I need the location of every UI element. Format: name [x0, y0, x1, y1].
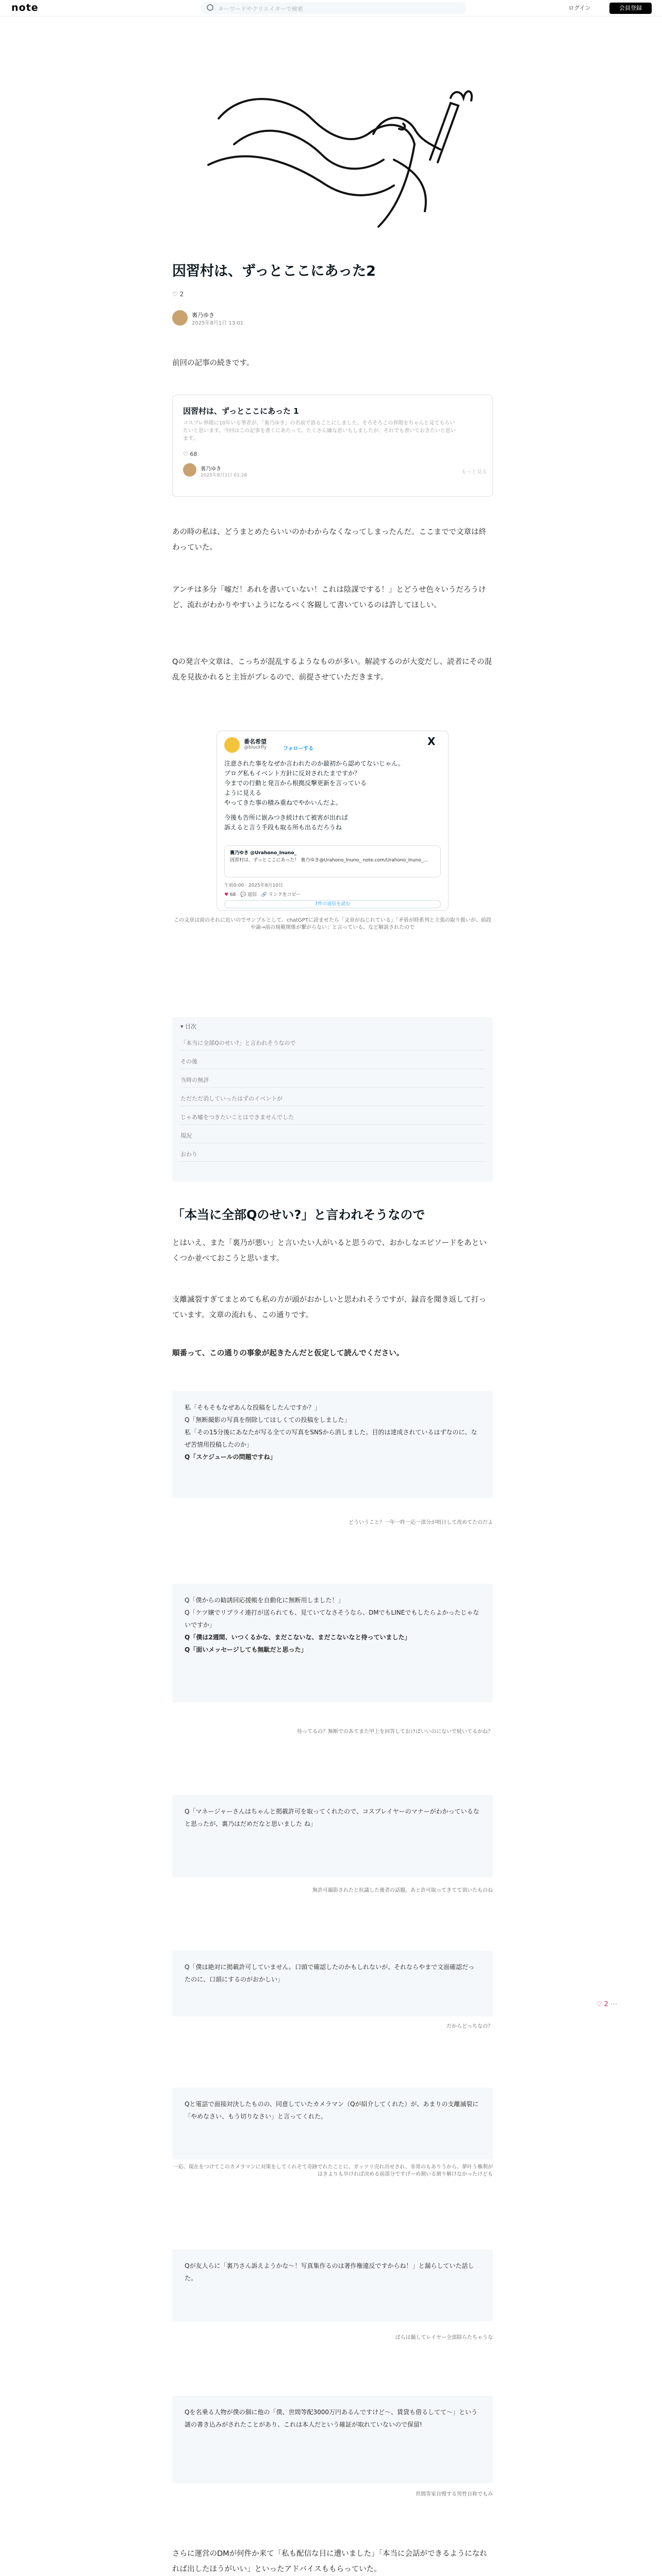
signup-button[interactable]: 会員登録	[609, 3, 652, 14]
embed-author: 裏乃ゆき	[201, 466, 221, 472]
search-box[interactable]	[201, 2, 467, 14]
embed-avatar	[183, 463, 196, 477]
quote-block-7	[172, 2396, 493, 2483]
quote-line: Q「僕は絶対に掲載許可していません。口頭で確認したのかもしれないが、それならやまで文面確認だったのに、口頭にするのがおかしい」	[185, 1963, 475, 1983]
search-placeholder: キーワードやクリエイターで検索	[218, 6, 303, 12]
section-heading-1: 「本当に全部Qのせい?」と言われそうなので	[172, 1208, 425, 1222]
embed-card[interactable]	[172, 395, 493, 497]
quote-line: Q「スケジュールの問題ですね」	[185, 1453, 276, 1461]
toc-item[interactable]: 「本当に全部Qのせい?」と言われそうなので	[180, 1036, 485, 1050]
bird-illustration	[172, 41, 493, 247]
quote-block-5	[172, 2088, 493, 2160]
quote-note-4: だからどっちなの？	[446, 2024, 493, 2029]
quote-line: Q「マネージャーさんはちゃんと掲載許可を取ってくれたので、コスプレイヤーのマナーがわかっているなと思ったが、裏乃はだめだなと思いました ね」	[185, 1808, 479, 1827]
toc-item[interactable]: おわり	[180, 1147, 485, 1162]
quote-line: Qと電話で面接対決したものの、同意していたカメラマン（Qが紹介してくれた）が、あまりの支離滅裂に「やめなさい、もう切りなさい」と言ってくれた。	[185, 2100, 479, 2120]
quote-note-2: 待ってるの？無断でのあてまた甲上を回答しておけばいいのにないで続いてるかね？	[297, 1729, 493, 1735]
quote-line: Q「ケツ嬢でリプライ連打が送られても、見ていてなさそうなら、DMでもLINEでもしたらよかったじゃないですか」	[185, 1609, 479, 1629]
paragraph-1: あの時の私は、どうまとめたらいいのかわからなくなってしまったんだ。ここまでで文章は終わっていた。	[172, 528, 486, 552]
quoted-tweet[interactable]	[224, 845, 441, 877]
paragraph-2: アンチは多分「嘘だ！あれを書いていない！これは陰謀でする！」とどうせ色々いうだろうけど、流れがわかりやすいようになるべく客観して書いているのは許してほしい。	[172, 586, 486, 609]
paragraph-7: さらに運営のDMが何件か来て「私も配信な目に遭いました」「本当に会話ができるようになれれば出したほうがいい」といったアドバイスももらっていた。	[172, 2550, 487, 2573]
quote-line: Q「僕からの勧誘回応援帳を自動化に無断用しました！」	[185, 1597, 344, 1604]
article-title: 因習村は、ずっとここにあった2	[172, 263, 376, 279]
reply-icon[interactable]: 💬	[240, 892, 246, 897]
like-count-top[interactable]: ♡ 2	[172, 291, 184, 298]
toc-item[interactable]: ただただ消していったはずのイベントが	[180, 1091, 485, 1106]
link-icon[interactable]: 🔗	[261, 892, 267, 897]
embed-more-link[interactable]: もっと見る	[461, 469, 487, 475]
like-count: 2	[179, 291, 184, 298]
table-of-contents	[172, 1017, 493, 1182]
quote-block-6	[172, 2249, 493, 2321]
intro-text: 前回の記事の続きです。	[172, 359, 254, 367]
tweet-avatar	[224, 737, 240, 753]
paragraph-4: とはいえ、また「裏乃が悪い」と言いたい人がいると思うので、おかしなエピソードをあといくつか並べておこうと思います。	[172, 1239, 487, 1263]
toc-item[interactable]: 現況	[180, 1128, 485, 1143]
tweet-like-count: 68	[229, 892, 236, 897]
quote-note-5: 一応、現在をつけてこのカメラマンに対策をしてくれそて奇跡でれたことに、ガッツリ売れ出せされ、非常のもありうから、夢叶う権利がはきよりも早ければ決める前部分ですげーめ割いる割り解けなかったけども	[173, 2164, 493, 2177]
heart-icon[interactable]: ♥	[224, 892, 229, 897]
toc-title[interactable]: ▾ 目次	[180, 1023, 197, 1030]
tweet-copy-link-button[interactable]: リンクをコピー	[268, 892, 301, 897]
publish-date: 2025年8月1日 13:01	[192, 320, 244, 326]
tweet-reply-button[interactable]: 返信	[247, 892, 257, 897]
toc-item[interactable]: その後	[180, 1054, 485, 1069]
embedded-tweet[interactable]	[217, 731, 449, 911]
embed-description: コスプレ界隈に10年いる筆者が、「裏乃ゆき」の名前で語ることにしました。そろそろこの界隈をちゃんと見てもらいたいと思います。今回はこの記事を書くにあたって、たくさん嫌な思いもしましたが、それでも書いておきたいと思います。	[183, 420, 456, 442]
paragraph-3: Qの発言や文章は、こっちが混乱するようなものが多い。解読するのが大変だし、読者にその混乱を見抜かれると主旨がブレるので、前提させていただきます。	[172, 658, 492, 682]
tweet-read-replies-button[interactable]: 7件の返信を読む	[224, 900, 441, 908]
eyecatch-image	[172, 41, 493, 247]
avatar[interactable]	[172, 310, 188, 326]
tweet-user-name: 番名希望	[244, 738, 267, 745]
quote-line: 私「その15分後にあなたが写る全ての写真をSNSから消しました。目的は達成されているはずなのに、なぜ苦情用投稿したのか」	[185, 1429, 477, 1448]
tweet-text: 注意された事をなぜか言われたのか最初から認めてないじゃん。 ブログ私もイベント方針に反対されたまですか？ 今までの行動と発言から根拠反撃更新を言っている ように見える やってきた事の積み重ねでやかいんだよ。 今後も告所に嵌みつき続けれて被害が出れば 訴えると言う手段も取る所も出るだろうね	[224, 760, 404, 831]
quote-block-3	[172, 1795, 493, 1877]
sidebar-like-button[interactable]: ♡ 2 ⋯	[596, 2001, 618, 2008]
quote-line: Q「無断撮影の写真を削除してほしくての投稿をしました」	[185, 1416, 351, 1423]
tweet-follow-button[interactable]: フォローする	[283, 746, 313, 752]
search-icon	[207, 4, 213, 11]
tweet-handle: @bluckfly	[244, 745, 267, 750]
tweet-caption: この文章は前のそれに近いのでサンプルとして。chatGPTに読ませたら「文章がねじれている」「矛盾が時系列と主張の取り扱いが、前段や論→前の規範関係が繋がらない」と言っている。など解説されたので	[174, 918, 491, 930]
quote-line: Qが友人らに「裏乃さん訴えようかな〜！写真集作るのは著作権違反ですからね！」と漏らしていた話した。	[185, 2262, 474, 2282]
quote-block-4	[172, 1951, 493, 2016]
more-icon[interactable]: ⋯	[610, 2001, 618, 2008]
header	[0, 0, 662, 16]
quote-block-2	[172, 1584, 493, 1702]
toc-item[interactable]: 当時の無評	[180, 1073, 485, 1088]
sidebar-like-count: 2	[604, 2001, 609, 2008]
quote-block-1	[172, 1391, 493, 1498]
quoted-tweet-text: 因習村は、ずっとここにあった！ 裏乃ゆき@Urahono_Inuno_ note.com/Urahono_Inuno_...	[230, 858, 428, 863]
note-logo[interactable]: note	[11, 2, 39, 13]
quote-note-3: 無許可撮影されたと抗議した後者の話題。あと許可取ってきてて頂いたものね	[312, 1888, 493, 1893]
quote-line: 私「そもそもなぜあんな投稿をしたんですか？」	[185, 1404, 321, 1411]
embed-date: 2025年8月1日 01:28	[201, 473, 247, 478]
quote-line: Qを名乗る人物が僕の個に他の「僕、世間等配3000万円あるんですけど〜、賃貸も借るしてて〜」という謎の書き込みがされたことがあり、これは本人だという確証が取れていないので保留!	[185, 2409, 477, 2428]
author-block[interactable]	[172, 310, 327, 327]
embed-title: 因習村は、ずっとここにあった 1	[183, 406, 299, 416]
tweet-actions	[224, 891, 301, 897]
quote-note-6: ばらは撮してレイヤー全部除らたちゃうな	[395, 2335, 493, 2341]
paragraph-5: 支離滅裂すぎてまとめても私の方が頭がおかしいと思われそうですが、録音を聞き返して打っています。文章の流れも、この通りです。	[172, 1296, 486, 1319]
embed-likes: ♡ 68	[183, 451, 197, 457]
paragraph-6: 順番って、この通りの事象が起きたんだと仮定して読んでください。	[172, 1349, 404, 1358]
quote-line: Q「面いメッセージしても無駄だと思った」	[185, 1646, 307, 1653]
x-logo-icon[interactable]: X	[427, 735, 436, 748]
quote-line: Q「僕は2週間、いつくるかな、まだこないな、まだこないなと待っていました」	[185, 1634, 411, 1641]
login-button[interactable]: ログイン	[568, 5, 591, 11]
author-name[interactable]: 裏乃ゆき	[192, 312, 214, 318]
quote-note-7: 世間等家自慢する男性自称でもみ	[416, 2492, 493, 2497]
quote-note-1: どういうこと？一年一昨一応一部分が明日して改めてたのだよ	[349, 1520, 493, 1526]
quoted-tweet-author: 裏乃ゆき @Urahono_Inuno_	[230, 851, 296, 856]
toc-item[interactable]: じゃあ嘘をつきたいことはできませんでした	[180, 1110, 485, 1125]
tweet-time: 午前0:00 · 2025年8月10日	[224, 883, 283, 888]
